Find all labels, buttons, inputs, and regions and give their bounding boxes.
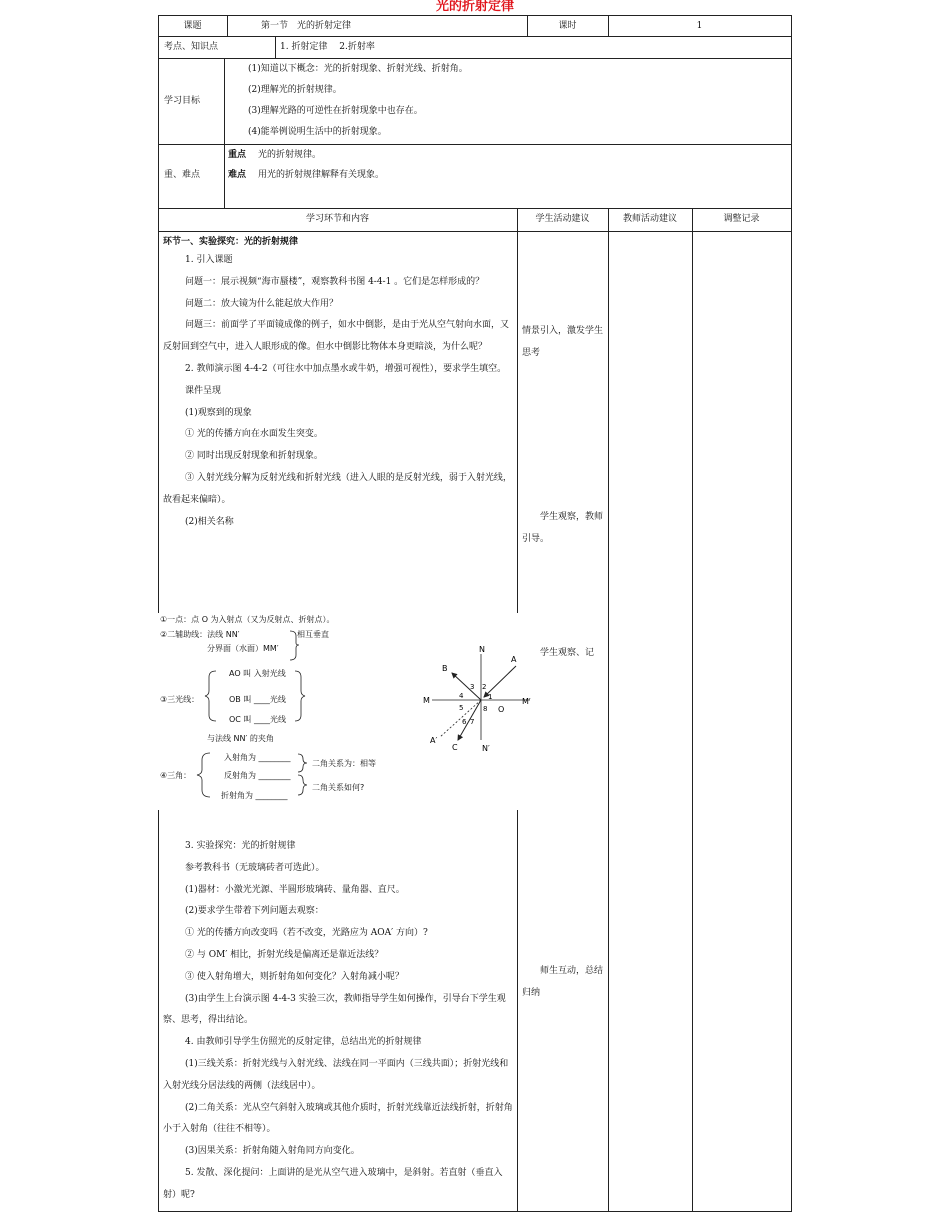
label-c: C [452,743,458,752]
row-divider [158,208,792,209]
student-note: 师生互动，总结归纳 [522,966,604,998]
paragraph: 4. 由教师引导学生仿照光的反射定律，总结出光的折射规律 [185,1037,422,1048]
diagram-reflect: 反射角为 ________ [224,771,291,780]
col-divider [692,208,693,1212]
col-divider [517,208,518,613]
row-divider [158,231,792,232]
row-divider [158,36,792,37]
label-b: B [442,664,448,673]
goal-item: (2)理解光的折射规律。 [248,85,342,95]
paragraph: (1)器材：小激光光源、半圆形玻璃砖、量角器、直尺。 [185,884,405,895]
angle-4: 4 [459,692,464,700]
diagram-rel1: 二角关系为：相等 [312,759,376,768]
points-value: 1. 折射定律 2.折射率 [280,42,375,52]
col-divider [227,15,228,37]
paragraph: (1)观察到的现象 [185,407,252,418]
diagram-oc: OC 叫 ____光线 [229,715,286,724]
angle-3: 3 [470,683,475,691]
student-note: 学生观察，教师引导。 [522,512,604,544]
row-divider [158,144,792,145]
col-divider [517,810,518,1212]
paragraph: (3)由学生上台演示图 4-4-3 实验三次，教师指导学生如何操作，引导台下学生观察、思考，得出结论。 [163,993,506,1026]
label-a2: A′ [430,736,438,745]
angle-1: 1 [488,693,493,701]
paragraph: (2)要求学生带着下列问题去观察： [185,906,324,917]
paragraph: 问题二：放大镜为什么能起放大作用？ [185,298,339,309]
topic-value: 第一节 光的折射定律 [261,21,352,31]
row-divider [158,58,792,59]
paragraph: (2)相关名称 [185,516,234,527]
paragraph: 5. 发散、深化提问：上面讲的是光从空气进入玻璃中，是斜射。若直射（垂直入射）呢? [163,1167,503,1200]
table-border-top [158,15,792,16]
table-border-right [791,15,792,1212]
diagram-perp: 相互垂直 [297,630,329,639]
col-divider [608,208,609,1212]
paragraph: (3)因果关系：折射角随入射角同方向变化。 [185,1146,360,1157]
paragraph: 参考教科书（无玻璃砖者可选此）。 [185,862,325,873]
diagram-incident: 入射角为 ________ [224,753,291,762]
angle-6: 6 [462,718,467,726]
goals-label: 学习目标 [164,96,201,106]
paragraph: ① 光的传播方向改变吗（若不改变，光路应为 AOA′ 方向）? [185,928,428,939]
paragraph: (1)三线关系：折射光线与入射光线、法线在同一平面内（三线共面）；折射光线和入射光线分居法线的两侧（法线居中）。 [163,1058,509,1091]
paragraph: ③ 入射光线分解为反射光线和折射光线（进入人眼的是反射光线，弱于入射光线，故看起来偏暗）。 [163,472,512,505]
angle-7: 7 [470,718,475,726]
diagram-ao: AO 叫 入射光线 [229,669,286,678]
key-point-tag: 重点 [228,150,247,160]
key-point-text: 光的折射规律。 [258,150,322,160]
label-a: A [511,655,517,664]
difficult-text: 用光的折射规律解释有关现象。 [258,170,385,180]
lesson-body-part2 [163,836,513,1207]
paragraph: 问题一：展示视频“海市蜃楼”，观察教科书图 4-4-1 。它们是怎样形成的？ [185,276,485,287]
label-m: M [423,696,430,705]
paragraph: 课件呈现 [185,385,222,396]
paragraph: 2. 教师演示图 4-4-2（可往水中加点墨水或牛奶，增强可视性），要求学生填空。 [185,363,507,374]
table-border-left [158,810,159,1212]
key-label: 重、难点 [164,170,201,180]
lesson-body-part1 [163,250,513,533]
paragraph: (2)二角关系：光从空气斜射入玻璃或其他介质时，折射光线靠近法线折射，折射角小于入射角（往往不相等）。 [163,1102,513,1135]
label-n: N [479,645,485,654]
points-label: 考点、知识点 [164,42,219,52]
diagram-three-angles: ④三角： [160,771,192,780]
diagram-normal-angle: 与法线 NN′ 的夹角 [207,734,274,743]
col-header: 调整记录 [723,214,760,224]
diagram-three-lines: ③三光线： [160,695,200,704]
student-note: 情景引入，激发学生思考 [522,326,604,358]
table-border-left [158,15,159,613]
angle-2: 2 [482,683,487,691]
student-note: 学生观察、记 [540,648,595,658]
paragraph: ① 光的传播方向在水面发生突变。 [185,429,323,440]
goal-item: (3)理解光路的可逆性在折射现象中也存在。 [248,106,423,116]
col-header: 学习环节和内容 [305,214,369,224]
page-title: 光的折射定律 [435,0,514,14]
goal-item: (1)知道以下概念：光的折射现象、折射光线、折射角。 [248,64,468,74]
angle-5: 5 [459,704,464,712]
period-value: 1 [696,21,703,31]
table-border-bottom [158,1211,792,1212]
diagram-rel2: 二角关系如何? [312,783,365,792]
col-header: 学生活动建议 [535,214,590,224]
angle-8: 8 [483,705,488,713]
paragraph: 问题三：前面学了平面镜成像的例子，如水中倒影，是由于光从空气射向水面，又反射回到空气中，进入人眼形成的像。但水中倒影比物体本身更暗淡，为什么呢？ [163,320,510,353]
col-divider [224,58,225,209]
paragraph: ② 与 OM′ 相比，折射光线是偏离还是靠近法线？ [185,949,384,960]
difficult-tag: 难点 [228,170,247,180]
goal-item: (4)能举例说明生活中的折射现象。 [248,127,387,137]
paragraph: ② 同时出现反射现象和折射现象。 [185,451,323,462]
diagram-interface: 分界面（水面）MM′ [207,644,279,653]
period-label: 课时 [558,21,577,31]
reflected-ray [452,673,481,700]
paragraph: 1. 引入课题 [185,255,233,265]
diagram-aux-lines: ②二辅助线：法线 NN′ [160,630,240,639]
diagram-ob: OB 叫 ____光线 [229,695,286,704]
paragraph: 3. 实验探究：光的折射规律 [185,841,296,851]
diagram-one-point: ①一点：点 O 为入射点（又为反射点、折射点）。 [160,615,335,624]
label-o: O [498,705,505,714]
diagram-refract: 折射角为 ________ [221,791,288,800]
label-m2: M′ [522,697,531,706]
paragraph: ③ 使入射角增大，则折射角如何变化？入射角减小呢？ [185,971,404,982]
topic-label: 课题 [183,21,202,31]
col-header: 教师活动建议 [622,214,677,224]
section-heading: 环节一、实验探究：光的折射规律 [163,237,299,247]
col-divider [275,36,276,59]
label-n2: N′ [482,744,490,753]
